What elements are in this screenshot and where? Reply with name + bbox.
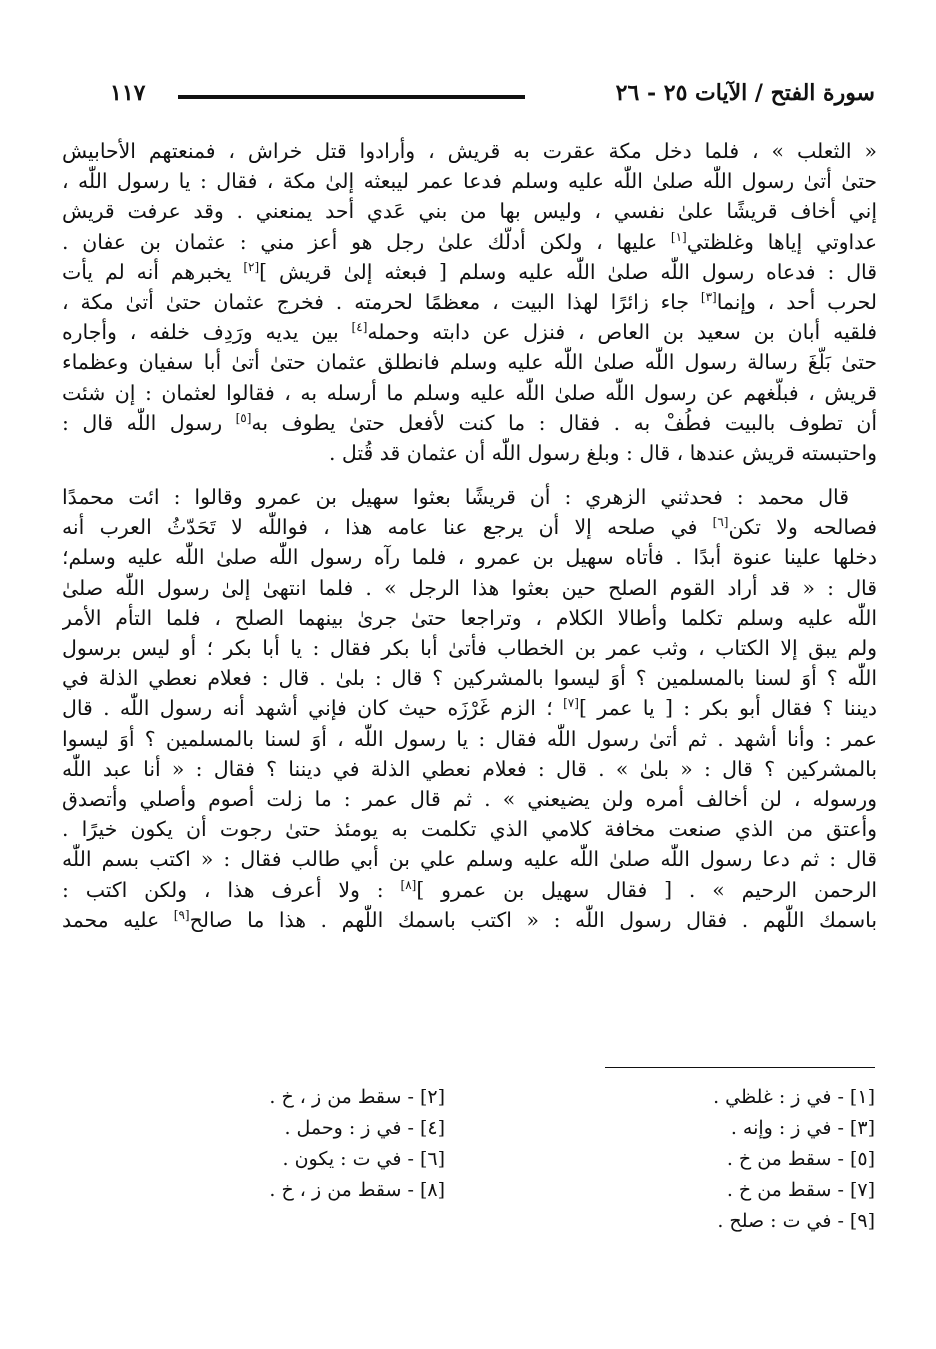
text-line [62,905,877,935]
text-line [62,257,877,287]
text-run: بالمشركين ؟ قال : « بلىٰ » . قال : فعلام نعطي الذلة في ديننا ؟ فقال : « أنا عبد اللّٰه [62,756,877,781]
footnote-reference: [١] [670,229,687,244]
text-run: رسول اللّٰه قال : [62,410,236,435]
text-line [62,227,877,257]
text-line [62,287,877,317]
footnote-item: [٨] - سقط من ز ، خ . [269,1179,445,1201]
text-line [62,754,877,784]
footnote-reference: [٩] [173,907,190,922]
text-run: جاء زائرًا لهذا البيت ، معظمًا لحرمته . فخرج عثمان حتىٰ أتىٰ مكة ، [62,289,701,314]
footnote-reference: [٤] [351,320,368,335]
text-line [62,784,877,814]
paragraph [62,482,877,935]
text-run: حتىٰ بَلّغَ رسالة رسول اللّٰه صلىٰ اللّٰه عليه وسلم فانطلق عثمان حتىٰ أتىٰ أبا سفيان وعظماء [62,350,877,375]
text-run: وأعتق من الذي صنعت مخافة كلامي الذي تكلمت به يومئذ حتىٰ رجوت أن يكون خيرًا . [62,817,877,842]
text-run: قال : فدعاه رسول اللّٰه صلىٰ اللّٰه عليه وسلم [ فبعثه إلىٰ قريش ] [259,259,877,284]
text-run: الرحمن الرحيم » . [ فقال سهيل بن عمرو ] [416,877,877,902]
text-line [62,438,877,468]
text-line [62,196,877,226]
text-run: قال محمد : فحدثني الزهري : أن قريشًا بعثوا سهيل بن عمرو وقالوا : ائت محمدًا [62,485,849,510]
footnote-item: [٦] - في ت : يكون . [282,1148,445,1170]
page-number: ١١٧ [110,80,146,106]
footnote-reference: [٥] [235,410,252,425]
running-title: سورة الفتح / الآيات ٢٥ - ٢٦ [615,80,875,106]
text-run: ورسوله ، لن أخالف أمره ولن يضيعني » . ثم قال عمر : ما زلت أصوم وأصلي وأتصدق [62,786,877,811]
text-run: اللّٰه ؟ أوَ لسنا بالمسلمين ؟ أوَ ليسوا بالمشركين ؟ قال : بلىٰ . قال : فعلام نعطي الذلة في [62,666,877,691]
text-line [62,136,877,166]
text-run: « الثعلب » ، فلما دخل مكة عقرت به قريش ، وأرادوا قتل خراش ، فمنعتهم الأحابيش [62,139,877,163]
text-run: حتىٰ أتىٰ رسول اللّٰه صلىٰ اللّٰه عليه وسلم فدعا عمر ليبعثه إلىٰ مكة ، فقال : يا رسول اللّٰه ، [62,169,877,194]
header-rule [178,95,525,99]
text-line [62,408,877,438]
text-line [62,875,877,905]
page-header [110,76,875,116]
text-run: بين يديه ورَدِف خلفه ، وأجاره [62,320,352,345]
text-line [62,166,877,196]
text-run: عداوتي إياها وغلظتي [686,229,877,254]
footnote-reference: [٦] [712,515,729,530]
text-run: لحرب أحد ، وإنما [716,289,877,314]
text-line [62,693,877,723]
footnote-item: [٤] - في ز : وحمل . [284,1117,445,1139]
footnote-item: [٥] - سقط من خ . [726,1148,875,1170]
text-run: يخبرهم أنه لم يأت [62,259,244,284]
text-run: دخلها علينا عنوة أبدًا . فأتاه سهيل بن عمرو ، فلما رآه رسول اللّٰه صلىٰ اللّٰه عليه وسلم؛ [62,545,877,570]
text-run: : ولا أعرف هذا ، ولكن اكتب : [62,877,401,902]
text-run: ديننا ؟ فقال أبو بكر : [ يا عمر ] [578,696,877,721]
text-line [62,814,877,844]
text-run: ؛ الزم غَرْزَه حيث كان فإني أشهد أنه رسول اللّٰه . قال [62,696,564,721]
footnotes-even-column [185,1082,445,1206]
text-run: واحتبسته قريش عندها ، قال : وبلغ رسول اللّٰه أن عثمان قد قُتل . [328,440,877,465]
footnote-item: [١] - في ز : غلظي . [713,1086,875,1108]
text-run: في صلحه إلا أن يرجع عنا عامه هذا ، فواللّٰه لا تَحَدّثُ العرب أنه [62,515,713,540]
text-line [62,844,877,874]
footnote-reference: [٧] [563,696,579,711]
footnote-reference: [٢] [243,259,260,274]
text-run: اللّٰه عليه وسلم تكلما وأطالا الكلام ، وتراجعا حتىٰ جرىٰ بينهما الصلح ، فلما التأم الأمر [62,605,877,630]
text-run: عليه محمد [62,907,174,932]
footnote-reference: [٣] [700,290,717,305]
text-run: إني أخاف قريشًا علىٰ نفسي ، وليس بها من بني عَدي أحد يمنعني . وقد عرفت قريش [62,199,877,224]
text-line [62,663,877,693]
text-line [62,603,877,633]
footnote-item: [٩] - في ت : صلح . [717,1210,875,1232]
text-run: قال : ثم دعا رسول اللّٰه صلىٰ اللّٰه عليه وسلم علي بن أبي طالب فقال : « اكتب بسم اللّٰه [62,847,877,872]
text-line [62,573,877,603]
text-run: فلقيه أبان بن سعيد بن العاص ، فنزل عن دابته وحمله [367,320,877,345]
text-run: أن تطوف بالبيت فطُفْ به . فقال : ما كنت لأفعل حتىٰ يطوف به [251,410,877,435]
text-run: عليها ، ولكن أدلّك علىٰ رجل هو أعز مني : عثمان بن عفان . [62,229,671,254]
text-run: فصالحه ولا تكن [728,515,877,540]
text-line [62,317,877,347]
text-line [62,512,877,542]
text-line [62,724,877,754]
footnote-item: [٧] - سقط من خ . [726,1179,875,1201]
text-run: باسمك اللّٰهم . فقال رسول اللّٰه : « اكتب باسمك اللّٰهم . هذا ما صالح [189,907,877,932]
footnotes-odd-column [615,1082,875,1237]
text-run: ولم يبق إلا الكتاب ، وثب عمر بن الخطاب فأتىٰ أبا بكر فقال : يا أبا بكر ؛ أو ليس برسول [62,636,877,660]
text-line [62,482,877,512]
text-line [62,633,877,663]
text-run: قريش ، فبلّغهم عن رسول اللّٰه صلىٰ اللّٰه عليه وسلم ما أرسله به ، فقالوا لعثمان : إن شئت [62,380,877,405]
text-line [62,378,877,408]
footnote-reference: [٨] [400,877,417,892]
paragraph [62,136,877,468]
text-line [62,542,877,572]
text-line [62,347,877,377]
text-run: قال : « قد أراد القوم الصلح حين بعثوا هذا الرجل » . فلما انتهىٰ إلىٰ رسول اللّٰه صلىٰ [62,575,877,600]
footnote-item: [٢] - سقط من ز ، خ . [269,1086,445,1108]
footnote-rule [605,1067,875,1068]
main-text [62,136,877,935]
footnote-item: [٣] - في ز : وإنه . [730,1117,875,1139]
text-run: عمر : وأنا أشهد . ثم أتىٰ رسول اللّٰه فقال : يا رسول اللّٰه ، أوَ لسنا بالمسلمين ؟ أوَ ليسوا [62,726,877,751]
